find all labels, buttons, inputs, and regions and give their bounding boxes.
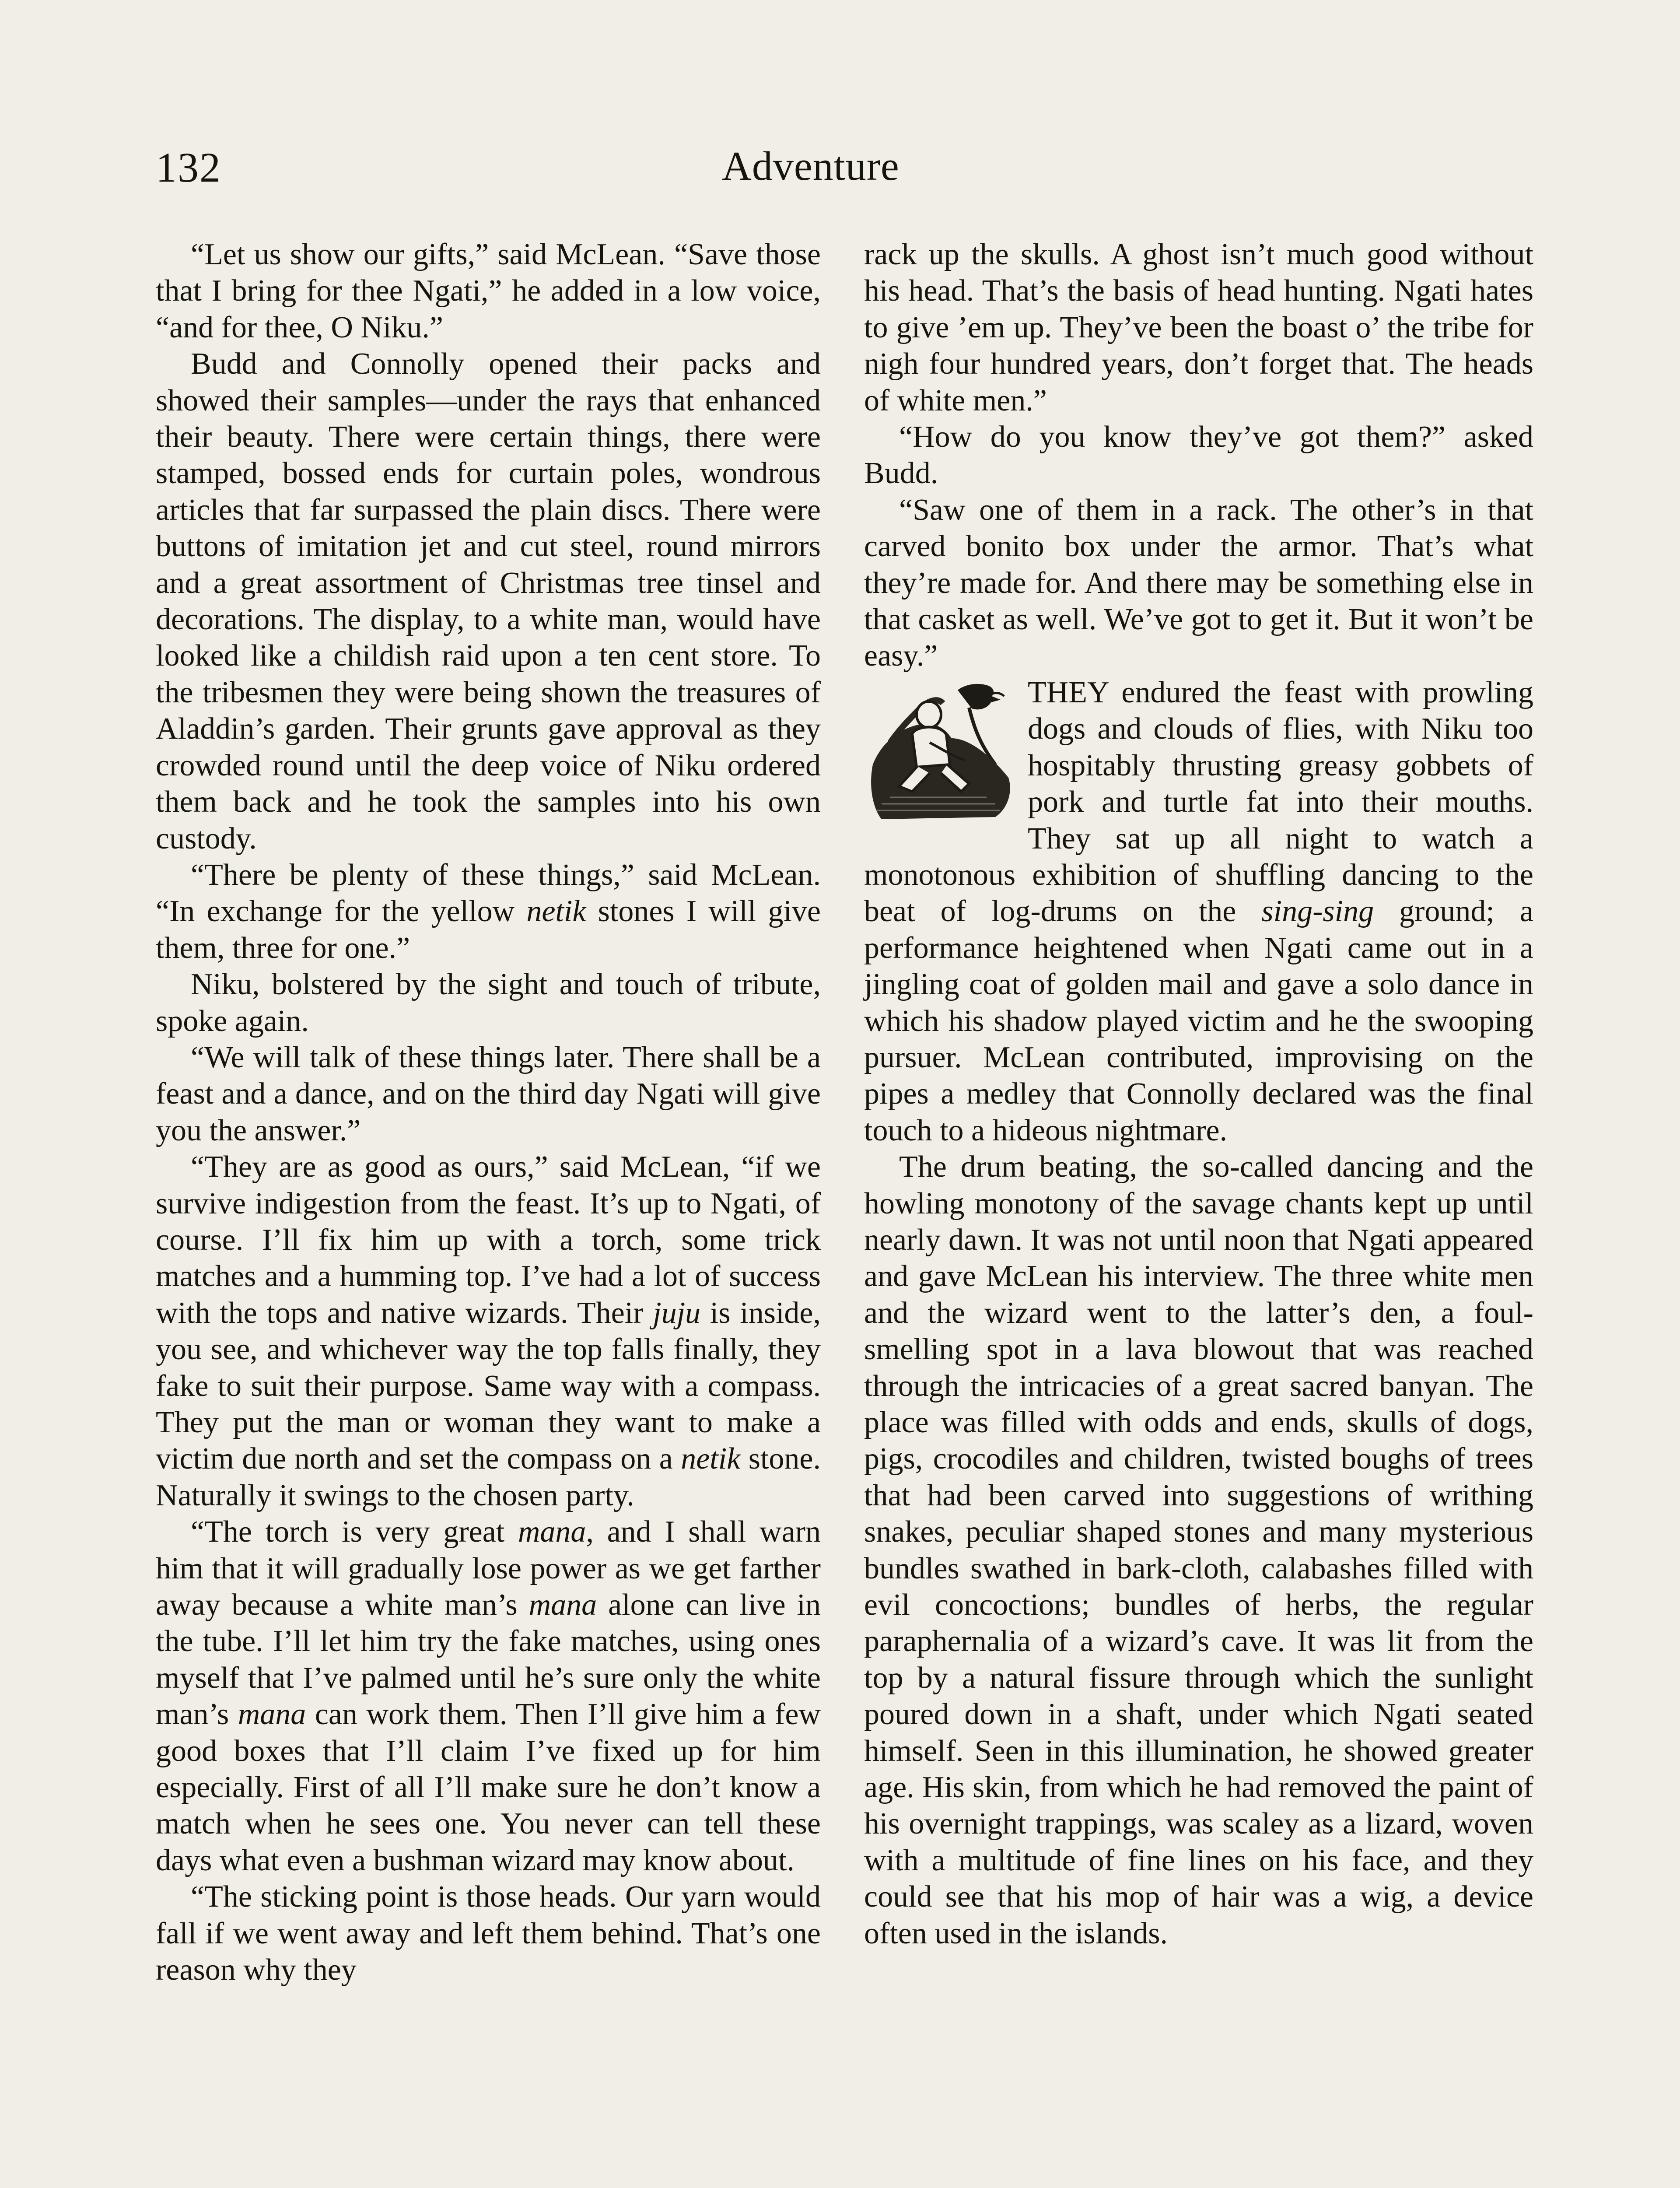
paragraph [156, 1514, 821, 1879]
paragraph-text: “There be plenty of these things,” said McLean. “In exchange for the yellow netik stones I will give them, three for one.” [156, 858, 821, 965]
left-text-column [156, 236, 821, 1988]
paragraph [156, 1039, 821, 1149]
paragraph [156, 1879, 821, 1988]
paragraph-text: “We will talk of these things later. There shall be a feast and a dance, and on the third day Ngati will give you the answer.” [156, 1040, 821, 1147]
paragraph [864, 1149, 1533, 1952]
paragraph [156, 966, 821, 1039]
paragraph-text: “Saw one of them in a rack. The other’s in that carved bonito box under the armor. That’s what they’re made for. And there may be something else in that casket as well. We’ve got to get it. But it won’t be easy.” [864, 493, 1533, 673]
paragraph [864, 492, 1533, 674]
paragraph-text: rack up the skulls. A ghost isn’t much good without his head. That’s the basis of head hunting. Ngati hates to give ’em up. They’ve been the boast o’ the tribe for nigh four hundred years, don’t forget that. The heads of white men.” [864, 238, 1533, 417]
paragraph-text: “How do you know they’ve got them?” asked Budd. [864, 420, 1533, 491]
paragraph-text: “The sticking point is those heads. Our yarn would fall if we went away and left them behind. That’s one reason why they [156, 1880, 821, 1987]
paragraph [864, 236, 1533, 419]
right-text-column [864, 236, 1533, 1952]
paragraph-text: Budd and Connolly opened their packs and showed their samples—under the rays that enhanced their beauty. There were certain things, there were stamped, bossed ends for curtain poles, wondrous articles that far surpassed the plain discs. There were buttons of imitation jet and cut steel, round mirrors and a great assortment of Christmas tree tinsel and decorations. The display, to a white man, would have looked like a childish raid upon a ten cent store. To the tribesmen they were being shown the treasures of Aladdin’s garden. Their grunts gave approval as they crowded round until the deep voice of Niku ordered them back and he took the samples into his own custody. [156, 347, 821, 856]
paragraph-text: “Let us show our gifts,” said McLean. “Save those that I bring for thee Ngati,” he added in a low voice, “and for thee, O Niku.” [156, 238, 821, 344]
paragraph [156, 346, 821, 857]
paragraph [156, 857, 821, 966]
decorative-initial-illustration [864, 677, 1018, 823]
paragraph-text: The drum beating, the so-called dancing and the howling monotony of the savage chants kept up until nearly dawn. It was not until noon that Ngati appeared and gave McLean his interview. The three white men and the wizard went to the latter’s den, a foul-smelling spot in a lava blowout that was reached through the intricacies of a great sacred banyan. The place was filled with odds and ends, skulls of dogs, pigs, crocodiles and children, twisted boughs of trees that had been carved into suggestions of writhing snakes, peculiar shaped stones and many mysterious bundles swathed in bark-cloth, calabashes filled with evil concoctions; bundles of herbs, the regular paraphernalia of a wizard’s cave. It was lit from the top by a natural fissure through which the sunlight poured down in a shaft, under which Ngati seated himself. Seen in this illumination, he showed greater age. His skin, from which he had removed the paint of his overnight trappings, was scaley as a lizard, woven with a multitude of fine lines on his face, and they could see that his mop of hair was a wig, a device often used in the islands. [864, 1150, 1533, 1950]
paragraph-text: THEY endured the feast with prowling dogs and clouds of flies, with Niku too hospitably thrusting greasy gobbets of pork and turtle fat into their mouths. They sat up all night to watch a monotonous exhibition of shuffling dancing to the beat of log-drums on the sing-sing ground; a performance heightened when Ngati came out in a jingling coat of golden mail and gave a solo dance in which his shadow played victim and he the swooping pursuer. McLean contributed, improvising on the pipes a medley that Connolly declared was the final touch to a hideous nightmare. [864, 675, 1533, 1147]
paragraph [156, 1149, 821, 1514]
running-head: Adventure [722, 144, 900, 189]
page-number: 132 [156, 144, 221, 191]
paragraph-text: “They are as good as ours,” said McLean, “if we survive indigestion from the feast. It’s up to Ngati, of course. I’ll fix him up with a torch, some trick matches and a humming top. I’ve had a lot of success with the tops and native wizards. Their juju is inside, you see, and whichever way the top falls finally, they fake to suit their purpose. Same way with a compass. They put the man or woman they want to make a victim due north and set the compass on a netik stone. Naturally it swings to the chosen party. [156, 1150, 821, 1512]
paragraph [864, 419, 1533, 492]
paragraph [864, 674, 1533, 1149]
paragraph [156, 236, 821, 346]
paragraph-text: Niku, bolstered by the sight and touch of tribute, spoke again. [156, 968, 821, 1038]
paragraph-text: “The torch is very great mana, and I shall warn him that it will gradually lose power as we get farther away because a white man’s mana alone can live in the tube. I’ll let him try the fake matches, using ones myself that I’ve palmed until he’s sure only the white man’s mana can work them. Then I’ll give him a few good boxes that I’ll claim I’ve fixed up for him especially. First of all I’ll make sure he don’t know a match when he sees one. You never can tell these days what even a bushman wizard may know about. [156, 1515, 821, 1877]
